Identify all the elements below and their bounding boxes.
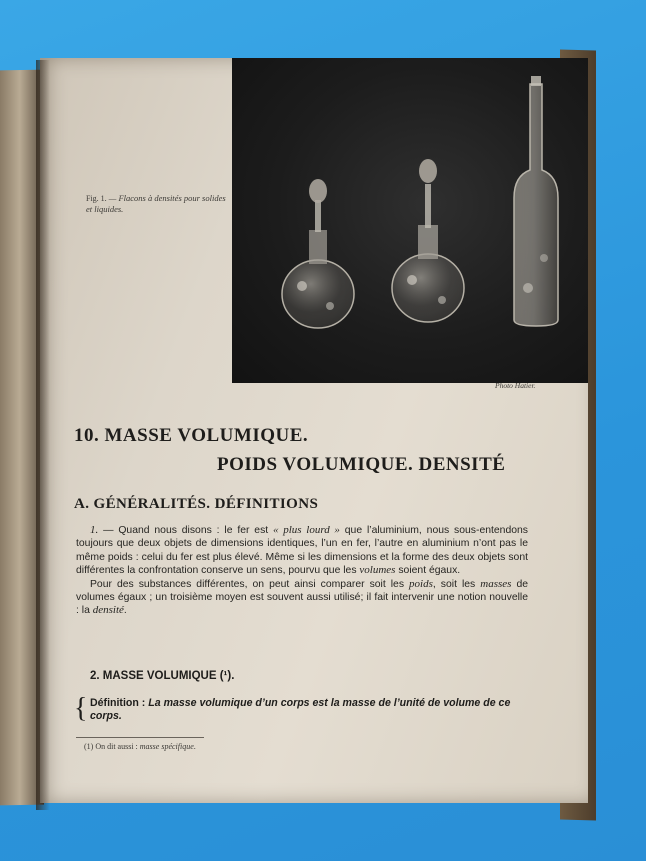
definition-box	[90, 697, 530, 723]
paragraph-1-text-a: — Quand nous disons : le fer est	[98, 525, 274, 536]
paragraph-1-text-b: que l’aluminium, nous sous-entendons toujours que deux objets de dimensions identiques, l’un en fer, l’autre en aluminium n’ont pas le même poids : celui du fer est plus élevé. Même si les dimensions et la forme des deux objets sont différentes la confrontation conserve un sens, pourvu que les	[76, 525, 528, 577]
middle-density-flask	[392, 159, 464, 322]
paragraph-2-text-b: , soit les	[432, 578, 481, 590]
flasks-illustration	[232, 58, 588, 383]
footnote-suffix: .	[193, 742, 196, 751]
paragraph-2	[76, 578, 528, 618]
chapter-title-line2: POIDS VOLUMIQUE. DENSITÉ	[217, 454, 506, 475]
paragraph-1	[76, 524, 528, 578]
paragraph-2-emphasis-a: poids	[409, 577, 433, 590]
paragraph-2-text-a: Pour des substances différentes, on peut ainsi comparer soit les	[90, 578, 410, 590]
spine-shadow	[36, 60, 50, 810]
figure-number: Fig. 1.	[86, 194, 107, 203]
definition-label: Définition :	[90, 697, 146, 709]
paragraph-1-emphasis-a: « plus lourd »	[273, 524, 340, 536]
paragraph-1-emphasis-b: volumes	[359, 564, 396, 577]
paragraph-1-text-c: soient égaux.	[395, 565, 461, 577]
figure-caption-text: — Flacons à densités pour solides et liquides.	[86, 193, 226, 214]
section-2-heading: 2. MASSE VOLUMIQUE (¹).	[90, 670, 235, 682]
left-density-flask	[282, 179, 354, 328]
footnote-prefix: (1) On dit aussi :	[84, 742, 140, 751]
definition-brace: {	[74, 693, 88, 724]
paragraph-2-emphasis-c: densité	[92, 604, 124, 617]
paragraph-2-emphasis-b: masses	[480, 577, 512, 590]
footnote-term: masse spécifique	[139, 742, 194, 751]
footnote	[84, 742, 196, 751]
paragraph-2-text-c: de volumes égaux ; un troisième moyen est souvent aussi utilisé; il fait intervenir une notion nouvelle : la	[76, 578, 529, 617]
tall-density-bottle	[514, 76, 558, 326]
figure-photo-flasks	[232, 58, 588, 383]
footnote-divider	[76, 737, 204, 738]
definition-text: La masse volumique d’un corps est la masse de l’unité de volume de ce corps.	[90, 697, 511, 723]
body-text	[76, 524, 528, 618]
chapter-title-line1: 10. MASSE VOLUMIQUE.	[74, 425, 309, 446]
paragraph-2-text-d: .	[123, 605, 127, 617]
photo-credit: Photo Hatier.	[495, 381, 536, 390]
figure-caption	[86, 193, 226, 215]
section-a-heading: A. GÉNÉRALITÉS. DÉFINITIONS	[74, 496, 319, 512]
paragraph-1-number: 1.	[90, 524, 99, 536]
